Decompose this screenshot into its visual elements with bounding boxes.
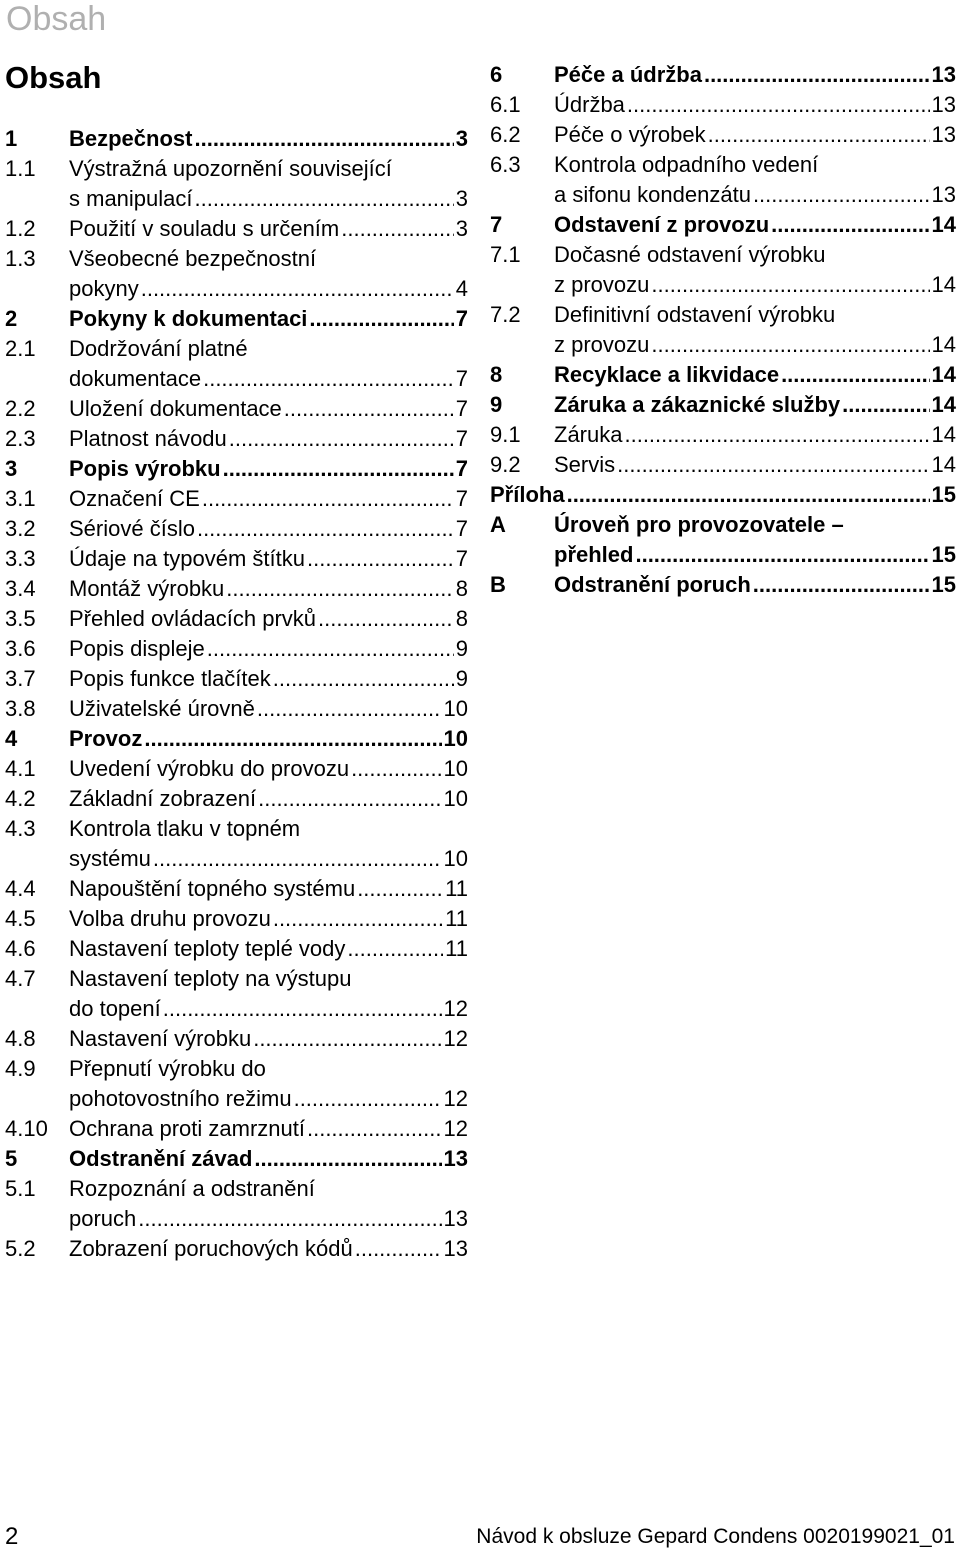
toc-entry[interactable] bbox=[490, 510, 956, 570]
dot-leader bbox=[351, 754, 441, 784]
toc-entry-title: Sériové číslo bbox=[69, 516, 195, 541]
toc-entry-title: Ochrana proti zamrznutí bbox=[69, 1116, 305, 1141]
toc-entry[interactable] bbox=[5, 394, 468, 424]
toc-entry-number: 7.2 bbox=[490, 302, 521, 327]
toc-entry-number: 2.3 bbox=[5, 426, 36, 451]
toc-entry-title: Zobrazení poruchových kódů bbox=[69, 1236, 353, 1261]
toc-entry-page: 7 bbox=[455, 426, 468, 451]
toc-entry-title: Odstranění poruch bbox=[554, 572, 751, 597]
toc-entry-title: z provozu bbox=[554, 332, 650, 357]
toc-entry-title: Péče a údržba bbox=[554, 62, 702, 87]
toc-entry-page: 10 bbox=[443, 846, 468, 871]
document-info: Návod k obsluze Gepard Condens 0020199021_01 bbox=[476, 1525, 955, 1548]
toc-entry[interactable] bbox=[490, 390, 956, 420]
dot-leader bbox=[708, 120, 930, 150]
dot-leader bbox=[257, 694, 442, 724]
toc-entry-page: 14 bbox=[931, 452, 956, 477]
dot-leader bbox=[273, 904, 443, 934]
dot-leader bbox=[318, 604, 454, 634]
toc-entry-title: Bezpečnost bbox=[69, 126, 193, 151]
toc-entry[interactable] bbox=[5, 664, 468, 694]
dot-leader bbox=[226, 574, 453, 604]
dot-leader bbox=[202, 484, 454, 514]
toc-entry[interactable] bbox=[5, 574, 468, 604]
page-title: Obsah bbox=[5, 60, 102, 95]
toc-entry-title: Kontrola odpadního vedení bbox=[554, 152, 819, 177]
toc-entry-title: a sifonu kondenzátu bbox=[554, 182, 751, 207]
toc-entry-title: Použití v souladu s určením bbox=[69, 216, 340, 241]
toc-entry-page: 11 bbox=[445, 876, 468, 901]
toc-entry-number: 9.2 bbox=[490, 452, 521, 477]
toc-entry-number: 3.8 bbox=[5, 696, 36, 721]
toc-entry[interactable] bbox=[5, 304, 468, 334]
toc-entry-page: 14 bbox=[931, 212, 956, 237]
dot-leader bbox=[753, 570, 930, 600]
dot-leader bbox=[635, 540, 929, 570]
toc-entry-number: 4.1 bbox=[5, 756, 36, 781]
toc-entry-title: Popis funkce tlačítek bbox=[69, 666, 271, 691]
toc-entry-number: 4.6 bbox=[5, 936, 36, 961]
toc-entry[interactable] bbox=[490, 120, 956, 150]
toc-entry-page: 10 bbox=[443, 696, 468, 721]
toc-entry-number: 6.2 bbox=[490, 122, 521, 147]
toc-entry-page: 8 bbox=[455, 576, 468, 601]
dot-leader bbox=[341, 214, 454, 244]
toc-entry-page: 10 bbox=[443, 726, 468, 751]
toc-entry[interactable] bbox=[5, 724, 468, 754]
toc-entry-title: Přepnutí výrobku do bbox=[69, 1056, 266, 1081]
toc-entry-number: 5.1 bbox=[5, 1176, 36, 1201]
dot-leader bbox=[273, 664, 454, 694]
toc-entry-number: 2.2 bbox=[5, 396, 36, 421]
page-number: 2 bbox=[5, 1523, 19, 1550]
toc-entry-page: 7 bbox=[455, 396, 468, 421]
toc-entry-page: 7 bbox=[455, 486, 468, 511]
toc-entry-title: Péče o výrobek bbox=[554, 122, 706, 147]
toc-entry-number: 4.4 bbox=[5, 876, 36, 901]
toc-entry-number: 4.3 bbox=[5, 816, 36, 841]
toc-entry[interactable] bbox=[490, 240, 956, 300]
toc-entry-title: Uložení dokumentace bbox=[69, 396, 282, 421]
toc-entry[interactable] bbox=[490, 90, 956, 120]
toc-entry[interactable] bbox=[490, 420, 956, 450]
toc-column-left bbox=[5, 124, 468, 1264]
toc-entry-number: 3.3 bbox=[5, 546, 36, 571]
toc-entry-title: Pokyny k dokumentaci bbox=[69, 306, 308, 331]
dot-leader bbox=[195, 184, 454, 214]
toc-entry-page: 13 bbox=[931, 62, 956, 87]
toc-entry-number: 3.7 bbox=[5, 666, 36, 691]
toc-entry-number: 6 bbox=[490, 62, 503, 87]
dot-leader bbox=[781, 360, 929, 390]
toc-entry-title: Všeobecné bezpečnostní bbox=[69, 246, 317, 271]
toc-entry[interactable] bbox=[5, 694, 468, 724]
toc-entry[interactable] bbox=[5, 454, 468, 484]
toc-entry[interactable] bbox=[490, 450, 956, 480]
toc-entry-title: Výstražná upozornění související bbox=[69, 156, 392, 181]
toc-entry-title: Dodržování platné bbox=[69, 336, 248, 361]
toc-entry-title: Popis výrobku bbox=[69, 456, 221, 481]
toc-entry-page: 9 bbox=[455, 636, 468, 661]
toc-entry-title: Údržba bbox=[554, 92, 625, 117]
toc-entry[interactable] bbox=[5, 904, 468, 934]
dot-leader bbox=[229, 424, 454, 454]
toc-entry-title: Volba druhu provozu bbox=[69, 906, 271, 931]
toc-entry[interactable] bbox=[5, 754, 468, 784]
toc-entry-title: Uživatelské úrovně bbox=[69, 696, 255, 721]
toc-entry-title: Definitivní odstavení výrobku bbox=[554, 302, 836, 327]
toc-entry-page: 10 bbox=[443, 756, 468, 781]
toc-entry-number: 3 bbox=[5, 456, 18, 481]
dot-leader bbox=[203, 364, 454, 394]
dot-leader bbox=[223, 454, 454, 484]
toc-entry-number: 3.1 bbox=[5, 486, 36, 511]
toc-entry[interactable] bbox=[5, 1144, 468, 1174]
toc-entry-title: Recyklace a likvidace bbox=[554, 362, 780, 387]
toc-entry-page: 7 bbox=[455, 456, 468, 481]
toc-entry-number: 5.2 bbox=[5, 1236, 36, 1261]
toc-entry-title: z provozu bbox=[554, 272, 650, 297]
toc-entry[interactable] bbox=[490, 480, 956, 510]
toc-entry-number: 5 bbox=[5, 1146, 18, 1171]
toc-entry-title: Nastavení teploty teplé vody bbox=[69, 936, 346, 961]
toc-entry-number: 2.1 bbox=[5, 336, 36, 361]
toc-entry[interactable] bbox=[5, 934, 468, 964]
toc-entry[interactable] bbox=[5, 544, 468, 574]
toc-entry[interactable] bbox=[490, 60, 956, 90]
toc-entry-number: 9 bbox=[490, 392, 503, 417]
toc-entry-page: 12 bbox=[443, 1116, 468, 1141]
toc-entry[interactable] bbox=[5, 814, 468, 874]
toc-entry-page: 12 bbox=[443, 1086, 468, 1111]
toc-entry-number: 8 bbox=[490, 362, 503, 387]
toc-entry-page: 14 bbox=[931, 272, 956, 297]
toc-entry-title: Záruka a zákaznické služby bbox=[554, 392, 841, 417]
toc-entry-title: Příloha bbox=[490, 482, 565, 507]
toc-entry-title: Přehled ovládacích prvků bbox=[69, 606, 317, 631]
toc-entry-page: 8 bbox=[455, 606, 468, 631]
dot-leader bbox=[704, 60, 930, 90]
toc-entry-title: Označení CE bbox=[69, 486, 200, 511]
toc-entry-page: 11 bbox=[445, 936, 468, 961]
toc-entry-page: 15 bbox=[931, 482, 956, 507]
toc-entry-number: 3.4 bbox=[5, 576, 36, 601]
toc-entry-page: 12 bbox=[443, 1026, 468, 1051]
toc-entry-page: 13 bbox=[443, 1206, 468, 1231]
toc-entry-title: Napouštění topného systému bbox=[69, 876, 356, 901]
toc-entry[interactable] bbox=[5, 214, 468, 244]
toc-entry-page: 15 bbox=[931, 542, 956, 567]
toc-entry-number: 1.2 bbox=[5, 216, 36, 241]
dot-leader bbox=[842, 390, 929, 420]
toc-entry-title: Dočasné odstavení výrobku bbox=[554, 242, 826, 267]
toc-entry-title: Servis bbox=[554, 452, 616, 477]
toc-entry-title: Rozpoznání a odstranění bbox=[69, 1176, 315, 1201]
toc-entry-number: 1.3 bbox=[5, 246, 36, 271]
dot-leader bbox=[627, 90, 930, 120]
toc-entry-number: 4.8 bbox=[5, 1026, 36, 1051]
toc-entry-title: přehled bbox=[554, 542, 634, 567]
toc-entry-page: 3 bbox=[455, 186, 468, 211]
toc-entry[interactable] bbox=[5, 1054, 468, 1114]
toc-entry-title: Nastavení teploty na výstupu bbox=[69, 966, 352, 991]
dot-leader bbox=[624, 420, 929, 450]
toc-entry-title: Kontrola tlaku v topném bbox=[69, 816, 301, 841]
toc-entry-page: 11 bbox=[445, 906, 468, 931]
toc-entry-page: 7 bbox=[455, 546, 468, 571]
toc-entry-title: pohotovostního režimu bbox=[69, 1086, 292, 1111]
dot-leader bbox=[153, 844, 442, 874]
dot-leader bbox=[347, 934, 443, 964]
toc-entry[interactable] bbox=[5, 784, 468, 814]
toc-entry[interactable] bbox=[5, 1234, 468, 1264]
toc-entry-page: 4 bbox=[455, 276, 468, 301]
toc-entry[interactable] bbox=[5, 154, 468, 214]
toc-entry-number: 3.5 bbox=[5, 606, 36, 631]
dot-leader bbox=[254, 1144, 441, 1174]
toc-entry-page: 13 bbox=[443, 1236, 468, 1261]
toc-entry[interactable] bbox=[5, 514, 468, 544]
toc-entry[interactable] bbox=[5, 634, 468, 664]
toc-entry-page: 7 bbox=[455, 516, 468, 541]
toc-entry-page: 13 bbox=[443, 1146, 468, 1171]
toc-entry-title: systému bbox=[69, 846, 151, 871]
dot-leader bbox=[309, 304, 453, 334]
toc-entry-title: Odstranění závad bbox=[69, 1146, 253, 1171]
toc-entry-number: 9.1 bbox=[490, 422, 521, 447]
toc-entry-number: 7.1 bbox=[490, 242, 521, 267]
toc-entry-page: 13 bbox=[931, 182, 956, 207]
toc-entry[interactable] bbox=[5, 1114, 468, 1144]
toc-entry-title: Základní zobrazení bbox=[69, 786, 257, 811]
toc-entry[interactable] bbox=[5, 1174, 468, 1234]
toc-entry-title: poruch bbox=[69, 1206, 137, 1231]
toc-entry-number: 4.10 bbox=[5, 1116, 48, 1141]
toc-entry-number: 4.7 bbox=[5, 966, 36, 991]
toc-entry-number: 6.1 bbox=[490, 92, 521, 117]
toc-entry-title: s manipulací bbox=[69, 186, 193, 211]
toc-entry-number: 3.2 bbox=[5, 516, 36, 541]
dot-leader bbox=[194, 124, 453, 154]
toc-entry-title: dokumentace bbox=[69, 366, 202, 391]
toc-entry-page: 14 bbox=[931, 362, 956, 387]
toc-entry[interactable] bbox=[5, 424, 468, 454]
dot-leader bbox=[307, 544, 454, 574]
toc-entry[interactable] bbox=[5, 334, 468, 394]
toc-entry-number: B bbox=[490, 572, 506, 597]
toc-entry-number: 3.6 bbox=[5, 636, 36, 661]
toc-entry[interactable] bbox=[5, 124, 468, 154]
toc-entry[interactable] bbox=[490, 150, 956, 210]
dot-leader bbox=[567, 480, 930, 510]
toc-entry-title: Platnost návodu bbox=[69, 426, 227, 451]
toc-entry-number: 4 bbox=[5, 726, 18, 751]
dot-leader bbox=[355, 1234, 442, 1264]
toc-entry[interactable] bbox=[490, 570, 956, 600]
toc-entry[interactable] bbox=[5, 874, 468, 904]
dot-leader bbox=[357, 874, 443, 904]
toc-entry-number: 4.9 bbox=[5, 1056, 36, 1081]
toc-entry-title: Úroveň pro provozovatele – bbox=[554, 512, 844, 537]
toc-entry-number: 4.5 bbox=[5, 906, 36, 931]
header-tab: Obsah bbox=[6, 0, 107, 38]
toc-entry-number: 4.2 bbox=[5, 786, 36, 811]
toc-entry-number: A bbox=[490, 512, 506, 537]
dot-leader bbox=[207, 634, 454, 664]
toc-entry-title: Montáž výrobku bbox=[69, 576, 225, 601]
toc-entry-page: 13 bbox=[931, 92, 956, 117]
dot-leader bbox=[284, 394, 454, 424]
toc-entry-page: 14 bbox=[931, 332, 956, 357]
toc-entry-page: 10 bbox=[443, 786, 468, 811]
toc-entry[interactable] bbox=[5, 604, 468, 634]
dot-leader bbox=[141, 274, 454, 304]
dot-leader bbox=[294, 1084, 442, 1114]
dot-leader bbox=[771, 210, 929, 240]
toc-entry-title: do topení bbox=[69, 996, 161, 1021]
toc-entry-number: 6.3 bbox=[490, 152, 521, 177]
toc-entry-page: 3 bbox=[455, 216, 468, 241]
dot-leader bbox=[617, 450, 929, 480]
dot-leader bbox=[258, 784, 441, 814]
toc-entry[interactable] bbox=[5, 244, 468, 304]
toc-entry-page: 14 bbox=[931, 422, 956, 447]
toc-entry[interactable] bbox=[5, 1024, 468, 1054]
toc-entry-page: 15 bbox=[931, 572, 956, 597]
dot-leader bbox=[138, 1204, 441, 1234]
dot-leader bbox=[651, 270, 929, 300]
dot-leader bbox=[753, 180, 930, 210]
dot-leader bbox=[651, 330, 929, 360]
toc-entry-title: Údaje na typovém štítku bbox=[69, 546, 306, 571]
toc-entry[interactable] bbox=[490, 210, 956, 240]
toc-entry-page: 13 bbox=[931, 122, 956, 147]
toc-entry-page: 3 bbox=[455, 126, 468, 151]
toc-entry-title: Záruka bbox=[554, 422, 623, 447]
toc-entry[interactable] bbox=[490, 300, 956, 360]
toc-entry-title: Odstavení z provozu bbox=[554, 212, 770, 237]
toc-entry[interactable] bbox=[5, 964, 468, 1024]
toc-entry-title: Uvedení výrobku do provozu bbox=[69, 756, 350, 781]
toc-column-right bbox=[490, 60, 956, 600]
page-footer bbox=[5, 1522, 955, 1552]
toc-entry-page: 12 bbox=[443, 996, 468, 1021]
dot-leader bbox=[144, 724, 441, 754]
toc-entry-number: 7 bbox=[490, 212, 503, 237]
toc-entry-page: 9 bbox=[455, 666, 468, 691]
dot-leader bbox=[307, 1114, 442, 1144]
toc-entry-title: Popis displeje bbox=[69, 636, 205, 661]
toc-entry-page: 7 bbox=[455, 306, 468, 331]
dot-leader bbox=[197, 514, 454, 544]
toc-entry-number: 1.1 bbox=[5, 156, 36, 181]
dot-leader bbox=[253, 1024, 441, 1054]
toc-entry[interactable] bbox=[490, 360, 956, 390]
toc-entry-number: 2 bbox=[5, 306, 18, 331]
dot-leader bbox=[163, 994, 442, 1024]
toc-entry-title: Provoz bbox=[69, 726, 143, 751]
toc-entry-title: Nastavení výrobku bbox=[69, 1026, 252, 1051]
toc-entry-title: pokyny bbox=[69, 276, 139, 301]
toc-entry-number: 1 bbox=[5, 126, 18, 151]
toc-entry-page: 7 bbox=[455, 366, 468, 391]
toc-entry[interactable] bbox=[5, 484, 468, 514]
toc-entry-page: 14 bbox=[931, 392, 956, 417]
